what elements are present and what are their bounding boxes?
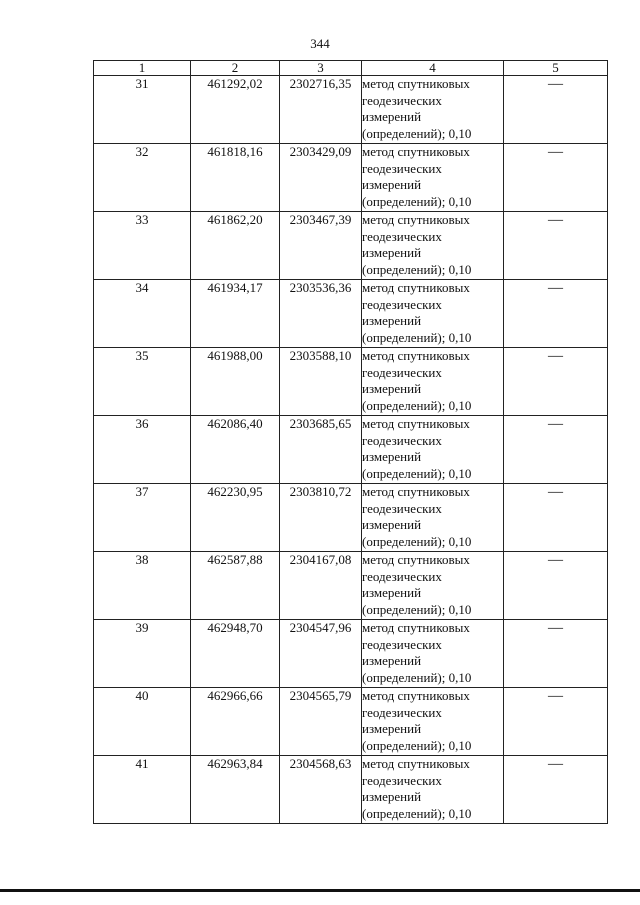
method-line: измерений [362,381,422,396]
method-line: измерений [362,313,422,328]
point-number: 35 [94,348,191,416]
table-row [94,416,608,484]
method-line: метод спутниковых [362,416,470,431]
coord-y: 2302716,35 [280,76,362,144]
point-number: 33 [94,212,191,280]
method-line: геодезических [362,364,442,380]
coord-y: 2303685,65 [280,416,362,484]
method-cell [362,688,504,756]
method-line: измерений [362,585,422,600]
table-row [94,348,608,416]
header-col-5: 5 [504,61,608,76]
coord-x: 462086,40 [191,416,280,484]
method-line: метод спутниковых [362,280,470,295]
dash-cell: — [504,756,608,824]
coord-x: 461818,16 [191,144,280,212]
dash-cell: — [504,280,608,348]
coord-y: 2304568,63 [280,756,362,824]
method-line: метод спутниковых [362,348,470,363]
coord-x: 461988,00 [191,348,280,416]
coord-x: 462230,95 [191,484,280,552]
table-body [94,76,608,824]
table-row [94,212,608,280]
coord-x: 462963,84 [191,756,280,824]
method-line: (определений); 0,10 [362,737,472,753]
dash-cell: — [504,484,608,552]
table-row [94,552,608,620]
coord-x: 461292,02 [191,76,280,144]
method-line: метод спутниковых [362,688,470,703]
method-line: геодезических [362,704,442,720]
method-line: (определений); 0,10 [362,193,472,209]
point-number: 37 [94,484,191,552]
method-line: геодезических [362,160,442,176]
method-line: измерений [362,177,422,192]
method-line: метод спутниковых [362,756,470,771]
method-cell [362,416,504,484]
coord-y: 2304167,08 [280,552,362,620]
table-row [94,280,608,348]
header-col-1: 1 [94,61,191,76]
method-line: (определений); 0,10 [362,533,472,549]
method-line: метод спутниковых [362,620,470,635]
method-line: (определений); 0,10 [362,125,472,141]
coord-x: 462948,70 [191,620,280,688]
point-number: 34 [94,280,191,348]
coord-x: 461862,20 [191,212,280,280]
page-number: 344 [310,36,330,51]
method-line: измерений [362,653,422,668]
method-line: измерений [362,517,422,532]
point-number: 39 [94,620,191,688]
method-cell [362,484,504,552]
method-line: геодезических [362,772,442,788]
coord-x: 461934,17 [191,280,280,348]
method-line: измерений [362,245,422,260]
table-header-row [94,61,608,76]
method-line: геодезических [362,92,442,108]
point-number: 41 [94,756,191,824]
dash-cell: — [504,620,608,688]
table-row [94,620,608,688]
coord-y: 2303467,39 [280,212,362,280]
footer-rule [0,889,640,892]
method-line: измерений [362,449,422,464]
dash-cell: — [504,416,608,484]
method-cell [362,212,504,280]
method-line: геодезических [362,568,442,584]
point-number: 32 [94,144,191,212]
coord-x: 462966,66 [191,688,280,756]
method-line: геодезических [362,432,442,448]
header-col-3: 3 [280,61,362,76]
table-row [94,76,608,144]
coord-x: 462587,88 [191,552,280,620]
method-line: измерений [362,789,422,804]
method-line: измерений [362,109,422,124]
header-col-2: 2 [191,61,280,76]
point-number: 38 [94,552,191,620]
point-number: 40 [94,688,191,756]
dash-cell: — [504,348,608,416]
method-line: метод спутниковых [362,484,470,499]
table-row [94,144,608,212]
method-line: (определений); 0,10 [362,669,472,685]
method-line: измерений [362,721,422,736]
method-line: метод спутниковых [362,76,470,91]
coordinates-table [93,60,608,824]
table-row [94,756,608,824]
method-cell [362,280,504,348]
method-line: (определений); 0,10 [362,805,472,821]
coord-y: 2304565,79 [280,688,362,756]
method-cell [362,76,504,144]
method-line: (определений); 0,10 [362,465,472,481]
table-row [94,688,608,756]
method-line: (определений); 0,10 [362,261,472,277]
dash-cell: — [504,76,608,144]
method-line: метод спутниковых [362,552,470,567]
coord-y: 2303429,09 [280,144,362,212]
method-line: (определений); 0,10 [362,329,472,345]
header-col-4: 4 [362,61,504,76]
dash-cell: — [504,688,608,756]
method-line: геодезических [362,296,442,312]
dash-cell: — [504,144,608,212]
point-number: 36 [94,416,191,484]
method-cell [362,348,504,416]
method-line: (определений); 0,10 [362,397,472,413]
dash-cell: — [504,552,608,620]
method-cell [362,552,504,620]
method-line: геодезических [362,636,442,652]
method-line: (определений); 0,10 [362,601,472,617]
coord-y: 2303536,36 [280,280,362,348]
method-cell [362,756,504,824]
point-number: 31 [94,76,191,144]
coord-y: 2303588,10 [280,348,362,416]
dash-cell: — [504,212,608,280]
table-row [94,484,608,552]
method-line: метод спутниковых [362,144,470,159]
coord-y: 2304547,96 [280,620,362,688]
coord-y: 2303810,72 [280,484,362,552]
method-line: геодезических [362,228,442,244]
method-cell [362,620,504,688]
method-cell [362,144,504,212]
method-line: метод спутниковых [362,212,470,227]
method-line: геодезических [362,500,442,516]
